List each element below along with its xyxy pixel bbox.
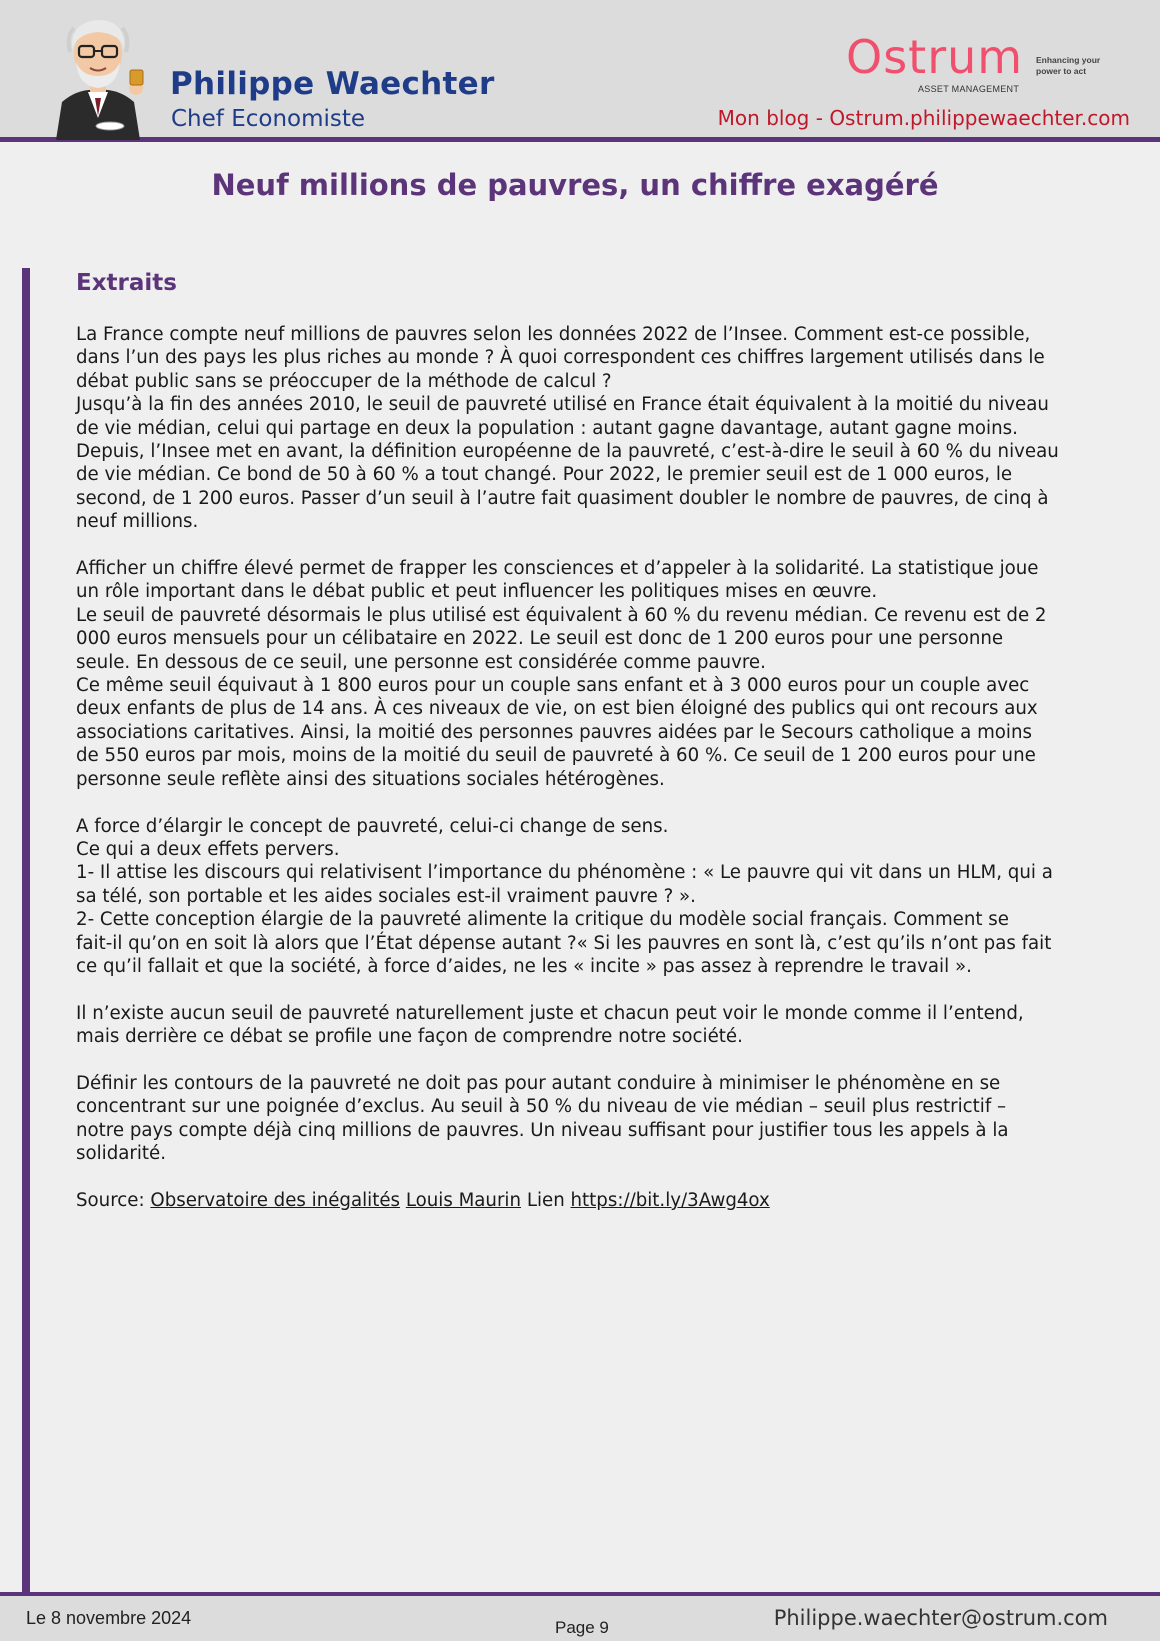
article-body <box>76 323 1132 1212</box>
text-line: mais derrière ce débat se profile une façon de comprendre notre société. <box>76 1026 743 1048</box>
text-line: neuf millions. <box>76 511 199 533</box>
text-line: concentrant sur une poignée d’exclus. Au seuil à 50 % du niveau de vie médian – seuil plus restrictif – <box>76 1096 1007 1118</box>
ostrum-logo: Ostrum <box>846 30 1024 84</box>
source-line <box>76 1189 1132 1212</box>
source-label: Source: <box>76 1189 145 1211</box>
page-number: Page 9 <box>555 1618 609 1637</box>
text-line: 1- Il attise les discours qui relativisent l’importance du phénomène : « Le pauvre qui vit dans un HLM, qui a <box>76 862 1053 884</box>
text-line: dans l’un des pays les plus riches au monde ? À quoi correspondent ces chiffres largement utilisés dans le <box>76 347 1045 369</box>
text-line: deux enfants de plus de 14 ans. À ces niveaux de vie, on est bien éloigné des publics qui ont recours aux <box>76 698 1038 720</box>
blog-link[interactable]: Mon blog - Ostrum.philippewaechter.com <box>717 106 1130 130</box>
author-name: Philippe Waechter <box>170 66 495 102</box>
source-url-link[interactable]: https://bit.ly/3Awg4ox <box>570 1189 770 1211</box>
text-line: Ce même seuil équivaut à 1 800 euros pour un couple sans enfant et à 3 000 euros pour un couple avec <box>76 675 1030 697</box>
source-link-label: Lien <box>526 1189 565 1211</box>
text-line: Afficher un chiffre élevé permet de frapper les consciences et d’appeler à la solidarité. La statistique joue <box>76 558 1039 580</box>
text-line: second, de 1 200 euros. Passer d’un seuil à l’autre fait quasiment doubler le nombre de pauvres, de cinq à <box>76 487 1049 509</box>
footer-email[interactable]: Philippe.waechter@ostrum.com <box>773 1606 1108 1630</box>
text-line: solidarité. <box>76 1143 167 1165</box>
text-line: notre pays compte déjà cinq millions de pauvres. Un niveau suffisant pour justifier tous les appels à la <box>76 1119 1009 1141</box>
text-line: Jusqu’à la fin des années 2010, le seuil de pauvreté utilisé en France était équivalent à la moitié du niveau <box>76 394 1049 416</box>
text-line: La France compte neuf millions de pauvres selon les données 2022 de l’Insee. Comment est-ce possible, <box>76 324 1031 345</box>
text-line: un rôle important dans le débat public et peut influencer les politiques mises en œuvre. <box>76 581 878 603</box>
text-line: Ce qui a deux effets pervers. <box>76 838 340 860</box>
paragraph <box>76 1002 1132 1049</box>
source-org-link[interactable]: Observatoire des inégalités <box>150 1189 401 1211</box>
text-line: associations caritatives. Ainsi, la moitié des personnes pauvres aidées par le Secours catholique a moins <box>76 721 1032 743</box>
text-line: Définir les contours de la pauvreté ne doit pas pour autant conduire à minimiser le phénomène en se <box>76 1072 1001 1094</box>
paragraph <box>76 815 1132 979</box>
text-line: seule. En dessous de ce seuil, une personne est considérée comme pauvre. <box>76 651 766 673</box>
page-title: Neuf millions de pauvres, un chiffre exagéré <box>211 168 939 202</box>
left-divider <box>22 268 30 1594</box>
page-header <box>0 0 1160 142</box>
source-author-link[interactable]: Louis Maurin <box>405 1189 522 1211</box>
paragraph <box>76 323 1132 534</box>
text-line: sa télé, son portable et les aides sociales est-il vraiment pauvre ? ». <box>76 885 696 907</box>
text-line: personne seule reflète ainsi des situations sociales hétérogènes. <box>76 768 665 790</box>
text-line: de vie médian, celui qui partage en deux la population : autant gagne davantage, autant gagne moins. <box>76 417 1018 439</box>
page-footer <box>0 1592 1160 1641</box>
text-line: fait-il qu’on en soit là alors que l’État dépense autant ?« Si les pauvres en sont là, c’est qu’ils n’ont pas fait <box>76 932 1052 954</box>
text-line: 2- Cette conception élargie de la pauvreté alimente la critique du modèle social français. Comment se <box>76 909 1009 931</box>
text-line: Depuis, l’Insee met en avant, la définition européenne de la pauvreté, c’est-à-dire le seuil à 60 % du niveau <box>76 441 1059 463</box>
text-line: 000 euros mensuels pour un célibataire en 2022. Le seuil est donc de 1 200 euros pour une personne <box>76 628 1004 650</box>
section-heading: Extraits <box>76 270 177 296</box>
footer-date: Le 8 novembre 2024 <box>26 1608 192 1628</box>
text-line: de vie médian. Ce bond de 50 à 60 % a tout changé. Pour 2022, le premier seuil est de 1 000 euros, le <box>76 464 1013 486</box>
author-avatar <box>48 6 148 140</box>
ostrum-logo-subtitle: ASSET MANAGEMENT <box>918 84 1020 94</box>
paragraph <box>76 1072 1132 1166</box>
text-line: de 550 euros par mois, moins de la moitié du seuil de pauvreté à 60 %. Ce seuil de 1 200 euros pour une <box>76 745 1036 767</box>
text-line: ce qu’il fallait et que la société, à force d’aides, ne les « incite » pas assez à reprendre le travail ». <box>76 955 972 977</box>
text-line: débat public sans se préoccuper de la méthode de calcul ? <box>76 370 612 392</box>
text-line: A force d’élargir le concept de pauvreté, celui-ci change de sens. <box>76 815 669 837</box>
text-line: Il n’existe aucun seuil de pauvreté naturellement juste et chacun peut voir le monde comme il l’entend, <box>76 1002 1024 1024</box>
text-line: Le seuil de pauvreté désormais le plus utilisé est équivalent à 60 % du revenu médian. Ce revenu est de 2 <box>76 604 1047 626</box>
ostrum-logo-tagline: Enhancing your power to act <box>1036 55 1101 76</box>
paragraph <box>76 557 1132 791</box>
author-role: Chef Economiste <box>171 106 366 132</box>
